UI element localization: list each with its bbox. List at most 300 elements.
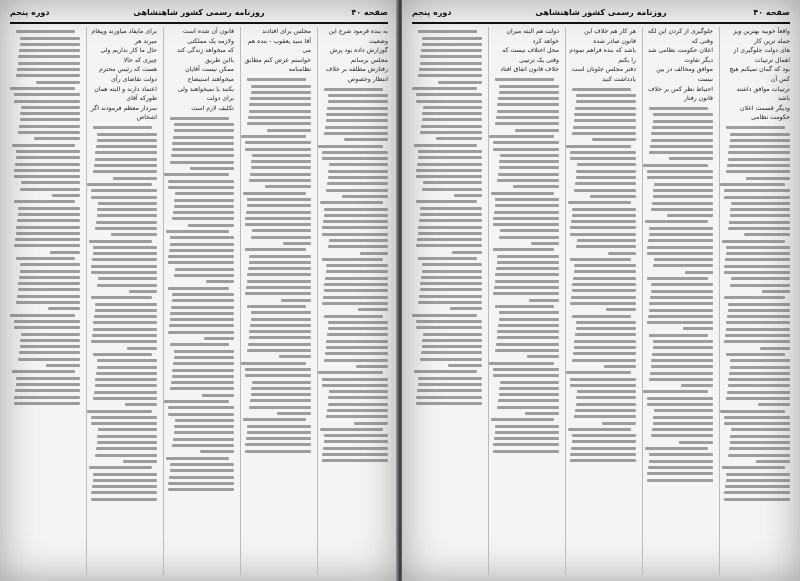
illegible-text-line [649, 107, 708, 110]
illegible-text-line [649, 151, 713, 154]
illegible-text-line [416, 169, 482, 172]
illegible-text-line [91, 498, 157, 501]
text-line: بکنند یا نمیخواهند ولی برای دولت [177, 85, 234, 103]
illegible-text-line [168, 413, 234, 416]
illegible-text-line [247, 425, 311, 428]
illegible-text-line [417, 238, 482, 241]
illegible-text-line [725, 485, 790, 488]
text-line: واقعاً خوبیه بهترین ویز جمله ترین کار [733, 28, 790, 45]
illegible-text-line [328, 245, 388, 248]
illegible-text-line [652, 353, 713, 356]
illegible-text-line [729, 447, 790, 450]
illegible-text-line [418, 257, 477, 260]
illegible-text-line [328, 170, 388, 173]
illegible-text-line [497, 103, 559, 106]
illegible-text-line [726, 328, 790, 331]
illegible-text-line [422, 37, 482, 40]
illegible-text-line [570, 302, 636, 305]
illegible-text-line [97, 284, 157, 287]
illegible-text-line [19, 276, 80, 279]
illegible-text-line [97, 214, 157, 217]
illegible-text-line [251, 318, 311, 321]
illegible-text-line [98, 428, 157, 431]
illegible-text-line [322, 302, 388, 305]
illegible-text-line [95, 151, 157, 154]
illegible-text-line [651, 290, 713, 293]
illegible-text-line [724, 271, 790, 274]
illegible-text-line [17, 219, 80, 222]
illegible-text-line [572, 88, 631, 91]
illegible-text-line [760, 347, 790, 350]
illegible-text-line [570, 459, 636, 462]
page-number: صفحه ۴۰ [351, 8, 388, 17]
illegible-text-line [645, 447, 708, 450]
illegible-text-line [649, 334, 708, 337]
illegible-text-line [499, 387, 559, 390]
illegible-text-line [245, 368, 311, 371]
illegible-text-line [683, 327, 713, 330]
illegible-text-line [245, 223, 311, 226]
illegible-text-line [91, 196, 157, 199]
illegible-text-line [422, 112, 482, 115]
illegible-text-line [245, 148, 311, 151]
illegible-text-line [423, 181, 482, 184]
illegible-text-line [422, 118, 482, 121]
illegible-text-line [172, 444, 234, 447]
illegible-text-line [669, 157, 713, 160]
illegible-text-line [249, 330, 311, 333]
illegible-text-line [36, 81, 80, 84]
illegible-text-line [206, 280, 234, 283]
illegible-text-line [494, 211, 559, 214]
illegible-text-line [326, 119, 388, 122]
illegible-text-line [653, 189, 713, 192]
text-line: قانون آن شده است ولازمه یک مملکتی [182, 28, 234, 45]
illegible-text-line [249, 261, 311, 264]
illegible-text-line [493, 368, 559, 371]
illegible-text-line [570, 258, 631, 261]
illegible-text-line [322, 226, 388, 229]
illegible-text-line [322, 151, 388, 154]
text-column [642, 27, 713, 575]
illegible-text-line [495, 273, 559, 276]
illegible-text-line [576, 245, 636, 248]
text-line: گوزارش داده بود پرش مجلس برسانم [329, 47, 388, 64]
illegible-text-line [249, 255, 311, 258]
illegible-text-line [418, 301, 482, 304]
illegible-text-line [17, 295, 80, 298]
illegible-text-line [326, 415, 388, 418]
illegible-text-line [91, 422, 157, 425]
text-line: برای مایفاد میاورند وپیغام میرند هر [91, 28, 157, 45]
illegible-text-line [728, 227, 790, 230]
illegible-text-line [168, 406, 234, 409]
illegible-text-line [416, 326, 482, 329]
text-line: باشد که بنده فراهم نمودم را بکنم [569, 47, 636, 64]
illegible-text-line [329, 390, 388, 393]
illegible-text-line [16, 232, 80, 235]
illegible-text-line [329, 163, 388, 166]
illegible-text-line [574, 415, 636, 418]
illegible-text-line [94, 391, 157, 394]
illegible-text-line [15, 389, 80, 392]
illegible-text-line [250, 173, 311, 176]
text-line: آقا سید یعقوب - بنده هم می [247, 37, 311, 55]
illegible-text-line [416, 200, 477, 203]
illegible-text-line [648, 239, 713, 242]
illegible-text-line [14, 169, 80, 172]
illegible-text-line [326, 270, 388, 273]
illegible-text-line [653, 264, 713, 267]
illegible-text-line [96, 145, 157, 148]
illegible-text-line [685, 271, 713, 274]
illegible-text-line [497, 330, 559, 333]
illegible-text-line [681, 384, 713, 387]
illegible-text-line [91, 265, 157, 268]
illegible-text-line [247, 431, 311, 434]
illegible-text-line [489, 135, 554, 138]
illegible-text-line [247, 78, 306, 81]
illegible-text-line [730, 214, 790, 217]
illegible-text-line [571, 296, 636, 299]
illegible-text-line [344, 138, 388, 141]
text-line: رفتارش مطلقه بر خلاف انتظار وخصوص [325, 66, 388, 83]
illegible-text-line [500, 229, 559, 232]
illegible-text-line [726, 126, 785, 129]
illegible-text-line [566, 371, 631, 374]
illegible-text-line [318, 145, 383, 148]
illegible-text-line [576, 327, 636, 330]
illegible-text-line [174, 425, 234, 428]
illegible-text-line [170, 161, 234, 164]
illegible-text-line [645, 220, 708, 223]
illegible-text-line [731, 428, 790, 431]
illegible-text-line [650, 372, 713, 375]
illegible-text-line [570, 384, 636, 387]
illegible-text-line [245, 292, 311, 295]
illegible-text-line [245, 141, 311, 144]
illegible-text-line [200, 450, 234, 453]
illegible-text-line [573, 126, 636, 129]
illegible-text-line [422, 43, 482, 46]
illegible-text-line [729, 145, 790, 148]
illegible-text-line [250, 399, 311, 402]
illegible-text-line [493, 148, 559, 151]
illegible-text-line [20, 339, 80, 342]
illegible-text-line [726, 321, 790, 324]
illegible-text-line [416, 320, 482, 323]
illegible-text-line [175, 268, 234, 271]
illegible-text-line [653, 113, 713, 116]
illegible-text-line [174, 431, 234, 434]
illegible-text-line [728, 303, 790, 306]
illegible-text-line [91, 296, 152, 299]
illegible-text-line [746, 177, 790, 180]
illegible-text-line [166, 230, 229, 233]
illegible-text-line [436, 137, 482, 140]
illegible-text-line [170, 243, 234, 246]
illegible-text-line [498, 324, 559, 327]
illegible-text-line [249, 103, 311, 106]
illegible-text-line [354, 422, 388, 425]
text-columns [10, 27, 388, 575]
illegible-text-line [419, 68, 482, 71]
illegible-text-line [495, 122, 559, 125]
illegible-text-line [730, 133, 790, 136]
illegible-text-line [493, 141, 559, 144]
illegible-text-line [96, 372, 157, 375]
illegible-text-line [243, 192, 306, 195]
illegible-text-line [570, 453, 636, 456]
illegible-text-line [652, 428, 713, 431]
illegible-text-line [493, 217, 559, 220]
illegible-text-line [651, 139, 713, 142]
illegible-text-line [576, 396, 636, 399]
illegible-text-line [97, 435, 157, 438]
illegible-text-line [95, 384, 157, 387]
illegible-text-line [574, 189, 636, 192]
illegible-text-line [647, 176, 713, 179]
illegible-text-line [168, 488, 234, 491]
illegible-text-line [322, 459, 388, 462]
illegible-text-line [647, 246, 713, 249]
illegible-text-line [500, 154, 559, 157]
illegible-text-line [174, 205, 234, 208]
illegible-text-line [414, 144, 477, 147]
illegible-text-line [414, 370, 477, 373]
illegible-text-line [416, 175, 482, 178]
illegible-text-line [18, 213, 80, 216]
illegible-text-line [322, 378, 388, 381]
illegible-text-line [246, 437, 311, 440]
text-column [317, 27, 388, 575]
illegible-text-line [571, 220, 636, 223]
illegible-text-line [171, 306, 234, 309]
illegible-text-line [326, 346, 388, 349]
illegible-text-line [93, 479, 157, 482]
illegible-text-line [173, 211, 234, 214]
text-line: هر کار هم خلاف این قانون صادر شده [584, 28, 636, 45]
illegible-text-line [570, 233, 636, 236]
illegible-text-line [653, 346, 713, 349]
illegible-text-line [91, 416, 157, 419]
illegible-text-line [577, 239, 636, 242]
illegible-text-line [758, 403, 790, 406]
illegible-text-line [20, 112, 80, 115]
illegible-text-line [19, 49, 80, 52]
illegible-text-line [652, 126, 713, 129]
illegible-text-line [324, 359, 388, 362]
illegible-text-line [324, 208, 388, 211]
illegible-text-line [95, 303, 157, 306]
illegible-text-line [570, 378, 636, 381]
illegible-text-line [249, 406, 311, 409]
illegible-text-line [246, 286, 311, 289]
illegible-text-line [651, 208, 713, 211]
illegible-text-line [171, 154, 234, 157]
illegible-text-line [18, 55, 80, 58]
illegible-text-line [412, 87, 477, 90]
illegible-text-line [125, 403, 157, 406]
text-column [10, 27, 80, 575]
illegible-text-line [18, 62, 80, 65]
illegible-text-line [170, 117, 229, 120]
illegible-text-line [97, 366, 157, 369]
illegible-text-line [651, 283, 713, 286]
illegible-text-line [320, 201, 383, 204]
illegible-text-line [171, 381, 234, 384]
illegible-text-line [575, 107, 636, 110]
illegible-text-line [730, 435, 790, 438]
illegible-text-line [728, 378, 790, 381]
illegible-text-line [247, 305, 306, 308]
illegible-text-line [576, 100, 636, 103]
illegible-text-line [241, 135, 306, 138]
illegible-text-line [247, 122, 311, 125]
illegible-text-line [92, 258, 157, 261]
illegible-text-line [421, 125, 482, 128]
text-column [488, 27, 559, 575]
illegible-text-line [245, 248, 306, 251]
illegible-text-line [730, 284, 790, 287]
illegible-text-line [283, 242, 311, 245]
illegible-text-line [174, 356, 234, 359]
illegible-text-line [324, 289, 388, 292]
illegible-text-line [416, 93, 482, 96]
illegible-text-line [572, 283, 636, 286]
illegible-text-line [92, 485, 157, 488]
illegible-text-line [245, 443, 311, 446]
illegible-text-line [602, 422, 636, 425]
illegible-text-line [495, 431, 559, 434]
illegible-text-line [724, 498, 790, 501]
illegible-text-line [250, 324, 311, 327]
illegible-text-line [651, 132, 713, 135]
illegible-text-line [726, 246, 790, 249]
illegible-text-line [495, 305, 554, 308]
text-line: که میخواهد زندگی کند بااین طریق [177, 47, 234, 64]
illegible-text-line [97, 133, 157, 136]
illegible-text-line [499, 393, 559, 396]
illegible-text-line [731, 277, 790, 280]
illegible-text-line [649, 309, 713, 312]
header-rule [10, 22, 388, 24]
illegible-text-line [279, 355, 311, 358]
illegible-text-line [420, 55, 482, 58]
illegible-text-line [249, 110, 311, 113]
illegible-text-line [762, 290, 790, 293]
illegible-text-line [170, 318, 234, 321]
illegible-text-line [420, 288, 482, 291]
illegible-text-line [14, 93, 80, 96]
illegible-text-line [14, 244, 80, 247]
illegible-text-line [574, 119, 636, 122]
illegible-text-line [448, 364, 482, 367]
illegible-text-line [14, 402, 80, 405]
illegible-text-line [251, 387, 311, 390]
illegible-text-line [653, 340, 713, 343]
illegible-text-line [647, 321, 713, 324]
illegible-text-line [247, 204, 311, 207]
illegible-text-line [418, 232, 482, 235]
illegible-text-line [14, 175, 80, 178]
illegible-text-line [495, 78, 554, 81]
illegible-text-line [202, 394, 234, 397]
illegible-text-line [649, 233, 713, 236]
illegible-text-line [653, 422, 713, 425]
illegible-text-line [169, 249, 234, 252]
illegible-text-line [493, 374, 559, 377]
illegible-text-line [89, 240, 152, 243]
illegible-text-line [91, 491, 157, 494]
illegible-text-line [249, 179, 311, 182]
illegible-text-line [515, 129, 559, 132]
illegible-text-line [652, 202, 713, 205]
illegible-text-line [324, 283, 388, 286]
illegible-text-line [572, 214, 636, 217]
illegible-text-line [174, 129, 234, 132]
illegible-text-line [170, 387, 234, 390]
illegible-text-line [731, 202, 790, 205]
text-line: مجلس برای افتادند [261, 28, 311, 35]
illegible-text-line [172, 293, 234, 296]
illegible-text-line [164, 400, 229, 403]
illegible-text-line [174, 274, 234, 277]
text-line: ودیگر قسمت اعلان حکومت نظامی [739, 104, 790, 122]
illegible-text-line [245, 374, 311, 377]
illegible-text-line [243, 418, 306, 421]
illegible-text-line [168, 482, 234, 485]
illegible-text-line [590, 195, 636, 198]
illegible-text-line [172, 142, 234, 145]
illegible-text-line [169, 476, 234, 479]
illegible-text-line [324, 88, 383, 91]
illegible-text-line [575, 333, 636, 336]
illegible-text-line [418, 226, 482, 229]
illegible-text-line [172, 217, 234, 220]
text-line: اعتماد دارند و البته همان طورکه آقای [94, 85, 157, 103]
illegible-text-line [499, 166, 559, 169]
illegible-text-line [327, 333, 388, 336]
illegible-text-line [647, 403, 713, 406]
illegible-text-line [95, 227, 157, 230]
illegible-text-line [438, 81, 482, 84]
illegible-text-line [450, 307, 482, 310]
illegible-text-line [497, 406, 559, 409]
illegible-text-line [647, 277, 708, 280]
illegible-text-line [720, 410, 785, 413]
illegible-text-line [724, 196, 790, 199]
illegible-text-line [568, 201, 631, 204]
illegible-text-line [204, 337, 234, 340]
illegible-text-line [498, 399, 559, 402]
illegible-text-line [653, 195, 713, 198]
illegible-text-line [325, 126, 388, 129]
illegible-text-line [497, 255, 559, 258]
illegible-text-line [493, 223, 559, 226]
illegible-text-line [419, 219, 482, 222]
illegible-text-line [246, 211, 311, 214]
text-line: ترتیبات موافق داشته باشد [736, 85, 790, 103]
text-line: به بنده فرمود شرح این وضعیت [328, 28, 388, 45]
illegible-text-line [16, 226, 80, 229]
illegible-text-line [324, 440, 388, 443]
illegible-text-line [572, 289, 636, 292]
illegible-text-line [93, 321, 157, 324]
illegible-text-line [649, 460, 713, 463]
illegible-text-line [647, 397, 713, 400]
illegible-text-line [497, 336, 559, 339]
